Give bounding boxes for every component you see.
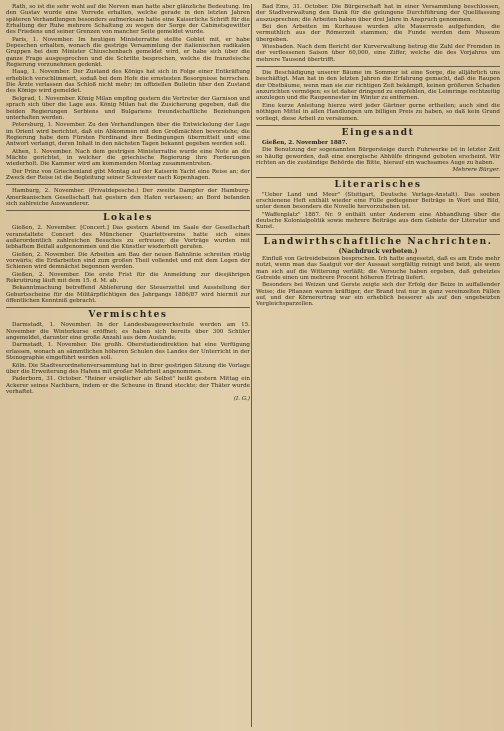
article-signature: Mehrere Bürger. xyxy=(452,167,500,174)
article-paragraph: Athen, 1. November. Nach dem gestrigen Ministerrathe wurde eine Note an die Mächte gerichtet, in welcher die griechische Regierung ihre Forderungen wiederholt. Die Kammer wird am kommenden Montag zusammentreten. xyxy=(6,148,250,168)
article-paragraph: Darmstadt, 1. November. In der Landesbaugewerkschule werden am 15. November die Winterkurse eröffnet; es haben sich bereits über 300 Schüler angemeldet, darunter eine große Anzahl aus dem Auslande. xyxy=(6,322,250,342)
article-paragraph: Belgrad, 1. November. König Milan empfing gestern die Vertreter der Garnison und sprach sich über die Lage aus. König Milan hat die Zusicherung gegeben, daß die beiden Regierungen Serbiens und Bulgariens freundschaftliche Beziehungen unterhalten werden. xyxy=(6,95,250,121)
article-paragraph: Paderborn, 31. October. "Reiner ersäglicher als Selbst" heißt gestern Mittag ein Ackerer seines Nachbarn, indem er die Scheune in Brand steckte; der Thäter wurde verhaftet. xyxy=(6,376,250,395)
right-column xyxy=(256,4,500,727)
section-title-eingesandt: Eingesandt xyxy=(256,125,500,138)
article-paragraph: Besonders bei Weizen und Gerste zeigte sich der Erfolg der Beize in auffallender Weise; die Pflanzen waren kräftiger, der Brand trat nur in ganz vereinzelten Fällen auf, und der Körnerertrag war ein erheblich besserer als auf den ungebeizten Vergleichsparzellen. xyxy=(256,282,500,308)
article-paragraph: Darmstadt, 1. November. Die großh. Oberstudiendirektion hat eine Verfügung erlassen, wonach an sämmtlichen höheren Schulen des Landes der Unterricht in der Stenographie eingeführt werden soll. xyxy=(6,342,250,362)
left-column xyxy=(6,4,250,727)
article-paragraph: Der Prinz von Griechenland gibt Montag auf der Kaiserin Yacht eine Reise an; der Zweck der Reise ist die Begleitung seiner Schwester nach Kopenhagen. xyxy=(6,168,250,181)
subheading: (Nachdruck verboten.) xyxy=(338,247,418,255)
article-paragraph: "Waffenplatz" 1887. Nr. 9 enthält unter Anderem eine Abhandlung über die deutsche Kolonialpolitik sowie mehrere Beiträge aus dem Gebiete der Literatur und Kunst. xyxy=(256,211,500,231)
article-paragraph: Die Beschädigung unserer Bäume im Sommer ist eine Sorge, die alljährlich uns beschäftigt. Man hat in den letzten Jahren die Erfahrung gemacht, daß die Raupen der Obstbäume, wenn man sie zur richtigen Zeit bekämpft, keinen größeren Schaden anzurichten vermögen; es ist daher dringend zu empfehlen, die Leimringe rechtzeitig anzulegen und die Raupennester im Winter zu entfernen. xyxy=(256,70,500,102)
divider xyxy=(256,66,500,67)
article-paragraph: Bekanntmachung betreffend Ablieferung der Steuerzettel und Ausstellung der Geburtsscheine für die Militärpflichtigen des Jahrgangs 1886/87 wird hiermit zur öffentlichen Kenntniß gebracht. xyxy=(6,285,250,305)
column-divider xyxy=(251,4,252,727)
article-paragraph: "Ueber Land und Meer" (Stuttgart, Deutsche Verlags-Anstalt). Das soeben erschienene Heft enthält wieder eine Fülle gediegener Beiträge in Wort und Bild, unter denen besonders die Novelle hervorzuheben ist. xyxy=(256,191,500,211)
dateline: Gießen, 2. November 1887. xyxy=(262,139,348,146)
article-paragraph: Bad Ems, 31. October. Die Bürgerschaft hat in einer Versammlung beschlossen, der Stadtverwaltung den Dank für die gelungene Durchführung der Quellfassung auszusprechen; die Arbeiten haben über drei Jahre in Anspruch genommen. xyxy=(256,4,500,23)
article-signature: (I. G.) xyxy=(233,396,250,403)
article-paragraph: Rath, so ist die sehr wohl auf die Nerven man hatte aber glänzliche Bedeutung. Im den Gustav wurde eine Vorrede erhalten, welche gerade in den letzten Jahren späteren Verhandlungen besonders aufmerksam hatte eine Kaiserliche Schrift für die Erhaltung der Ruhe mehrere Schaltung zu wegen der Sorge der Cabinetsgewitter des Friedens und seiner Grenzen von mancher Seite gemeldet wurde. xyxy=(6,4,250,36)
article-paragraph: Gießen, 2. November. Die erste Frist für die Anmeldung zur diesjährigen Rekrutirung läuft mit dem 15. d. M. ab. xyxy=(6,271,250,285)
article-paragraph: Eine kurze Anleitung hierzu wird jeder Gärtner gerne ertheilen; auch sind die nöthigen Mittel in allen Handlungen um billigen Preis zu haben, so daß kein Grund vorliegt, diese Arbeit zu versäumen. xyxy=(256,102,500,122)
article-paragraph: Petersburg, 1. November. Zu den Verhandlungen über die Entwickelung der Lage im Orient wird berichtet, daß ein Abkommen mit den Großmächten bevorstehe; die Regierung habe dem Fürsten Ferdinand ihre Bedingungen übermittelt und eine Antwort verlangt, deren Inhalt in den nächsten Tagen bekannt gegeben werden soll. xyxy=(6,122,250,148)
section-title-lokales: Lokales xyxy=(6,210,250,223)
article-paragraph: Hamburg, 2. November. (Privatdepesche.) Der zweite Dampfer der Hamburg-Amerikanischen Gesellschaft hat gestern den Hafen verlassen; an Bord befanden sich zahlreiche Auswanderer. xyxy=(6,188,250,207)
article-paragraph: Paris, 1. November. Im heutigen Ministerrathe stellte Goblet mit, er habe Depeschen erhalten, wonach die gestrige Versammlung der italienischen radikalen Gruppen bei dem Minister Chiuschenbach gemeldet wird, er habe sich über die ganze Frage ausgesprochen und die Schritte besprochen, welche die französische Regierung vorzunehmen gedenkt. xyxy=(6,36,250,69)
article-paragraph: Köln. Die Stadtverordnetenversammlung hat in ihrer gestrigen Sitzung die Vorlage über die Erweiterung des Hafens mit großer Mehrheit angenommen. xyxy=(6,362,250,375)
article-paragraph: Die Benutzung der sogenannten Bürgersteige durch Fuhrwerke ist in letzter Zeit so häufig geworden, daß eine energische Abhülfe dringend geboten erscheint. Wir richten an die zuständige Behörde die Bitte, hierauf ein wachsames Auge zu haben. xyxy=(256,147,500,166)
article-paragraph: Gießen, 2. November. [Concert.] Das gestern Abend im Saale der Gesellschaft veranstaltete Concert des Münchener Quartettvereins hatte sich eines außerordentlich zahlreichen Besuches zu erfreuen; die Vorträge wurden mit lebhaftem Beifall aufgenommen und die Künstler wiederholt gerufen. xyxy=(6,225,250,251)
article-paragraph: Einfluß von Getreidebeizen besprochen. Ich hatte angesetzt, daß es am Ende mehr nutzt, wenn man das Saatgut vor der Aussaat sorgfältig reinigt und beizt, als wenn man sich auf die Witterung verläßt; die Versuche haben ergeben, daß gebeiztes Getreide einen um mehrere Procent höheren Ertrag liefert. xyxy=(256,255,500,281)
section-title-landwirtschaft: Landwirthschaftliche Nachrichten. xyxy=(256,234,500,247)
section-title-literarisches: Literarisches xyxy=(256,177,500,190)
section-title-vermischtes: Vermischtes xyxy=(6,307,250,320)
divider xyxy=(6,184,250,185)
article-paragraph: Haag, 1. November. Der Zustand des Königs hat sich in Folge einer Entkräftung erheblich verschlimmert, sodaß bei dem Hofe die ernstesten Besorgnisse herrschen. Die Ärzte verlassen das Schloß nicht mehr; im offiziellen Bulletin über den Zustand des Königs wird gemeldet. xyxy=(6,69,250,95)
article-paragraph: Bei den Arbeiten im Kurhause wurden alte Mauerreste aufgefunden, die vermuthlich aus der Römerzeit stammen; die Funde werden dem Museum übergeben. xyxy=(256,24,500,43)
article-paragraph: Wiesbaden. Nach dem Bericht der Kurverwaltung betrug die Zahl der Fremden in der verflossenen Saison über 60,000, eine Ziffer, welche die des Vorjahres um mehrere Tausend übertrifft. xyxy=(256,44,500,63)
article-paragraph: Gießen, 2. November. Die Arbeiten am Bau der neuen Bahnlinie schreiten rüstig vorwärts; die Erdarbeiten sind zum großen Theil vollendet und mit dem Legen der Schienen wird demnächst begonnen werden. xyxy=(6,251,250,271)
